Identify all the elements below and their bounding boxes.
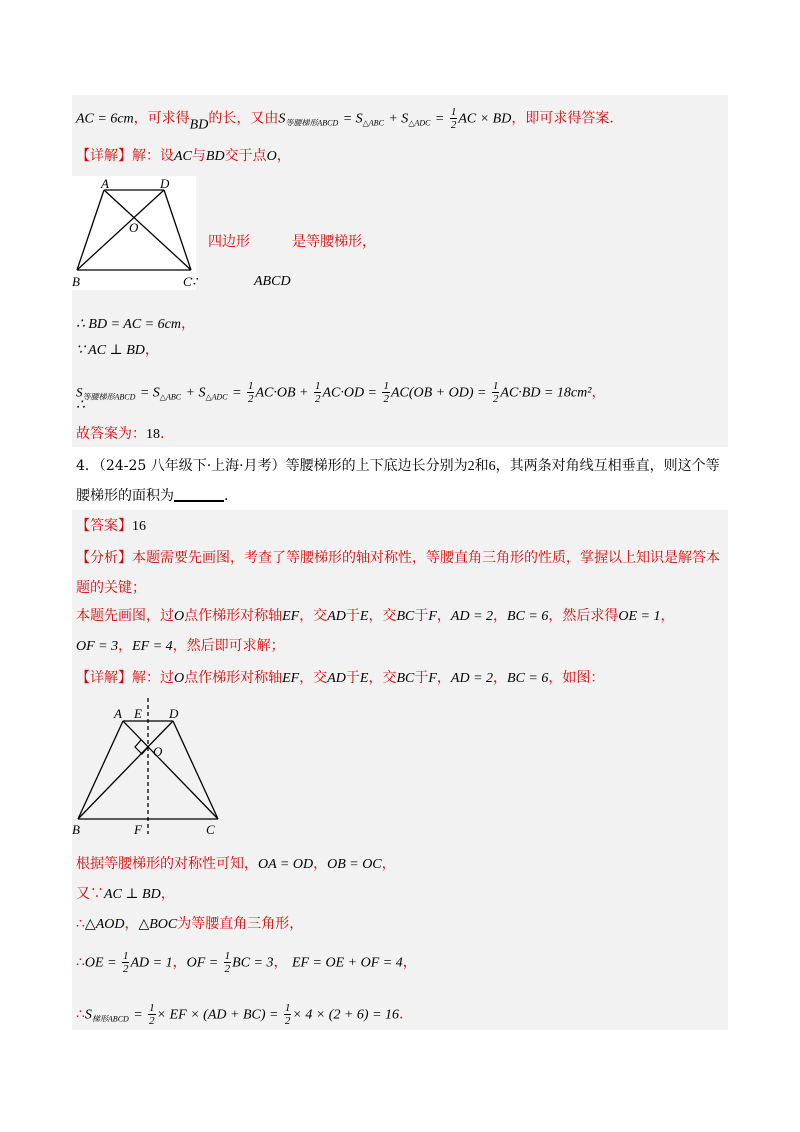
text: 于	[345, 608, 360, 624]
text: 四边形	[208, 234, 250, 250]
label-o: O	[153, 744, 163, 759]
label-f: F	[134, 822, 142, 837]
formula: AD = 2	[450, 609, 494, 624]
label-e: E	[134, 706, 142, 721]
perp-line	[76, 340, 159, 361]
text: 与	[191, 148, 206, 164]
fraction-half	[382, 380, 390, 405]
text: ，然后求得	[548, 608, 619, 624]
denominator: 2	[224, 963, 231, 975]
formula: OB = OC	[327, 857, 382, 872]
text: 题的关键；	[76, 580, 146, 596]
subscript: 梯形ABCD	[91, 1014, 129, 1024]
text: ，然后即可求解；	[172, 638, 285, 654]
text: 根据等腰梯形的对称性可知，	[76, 856, 258, 872]
text: ，	[160, 886, 175, 902]
analysis-line-3	[76, 106, 614, 136]
formula-part: = S	[342, 111, 363, 127]
step-3	[76, 914, 303, 935]
formula-part: AC·BD = 18cm²	[500, 385, 592, 401]
formula: △AOD	[84, 917, 125, 932]
step-2	[76, 884, 175, 905]
formula-part: AC(OB + OD) =	[390, 385, 487, 401]
text: 点作梯形对称轴	[184, 608, 283, 624]
text: 的长，又由	[208, 110, 279, 127]
text: ，其两条对角线互相垂直，则这个等	[495, 458, 720, 474]
formula: ∵ AC ⊥ BD	[76, 343, 145, 358]
formula: △BOC	[138, 917, 178, 932]
answer-blank	[174, 486, 224, 502]
subscript: 等腰梯形ABCD	[285, 118, 339, 128]
trapezoid-figure-2	[72, 696, 232, 838]
ef-symbol: EF	[282, 671, 300, 686]
numerator: 1	[314, 380, 321, 392]
label-b: B	[72, 274, 80, 289]
numerator: 1	[383, 380, 389, 392]
denominator: 2	[284, 1015, 291, 1027]
analysis-line-2	[76, 578, 146, 598]
o-symbol: O	[266, 149, 277, 164]
formula-part: OE =	[84, 955, 117, 971]
formula: OF = 3	[76, 639, 119, 654]
fraction-half	[224, 950, 232, 975]
o-symbol: O	[174, 671, 185, 686]
s-symbol: S	[84, 1007, 92, 1023]
text: ，	[118, 638, 133, 654]
answer-value: 16	[132, 519, 146, 534]
detail-tag: 【详解】	[76, 670, 132, 686]
answer-value: 18	[146, 427, 160, 442]
formula: AD = 2	[450, 671, 494, 686]
therefore-symbol: ∴	[76, 916, 85, 932]
numerator: 1	[284, 1002, 291, 1014]
detail-line-3	[76, 146, 291, 167]
therefore-symbol: ∴	[76, 1006, 85, 1023]
text: ，可求得	[133, 110, 190, 127]
subscript: △ADC	[205, 392, 228, 402]
text: 和	[474, 458, 489, 474]
step-4	[76, 950, 417, 975]
text: ，	[180, 316, 195, 332]
formula-part: AD = 1	[130, 955, 173, 971]
formula: OE = 1	[618, 609, 661, 624]
ad-symbol: AD	[327, 671, 346, 686]
ad-symbol: AD	[327, 609, 346, 624]
ef-symbol: EF	[282, 609, 300, 624]
text: ，	[172, 954, 187, 971]
denominator: 2	[492, 393, 499, 405]
formula: AC ⊥ BD	[104, 887, 161, 902]
formula-part: OF =	[186, 955, 219, 971]
detail-line-4	[76, 668, 604, 689]
analysis-line-3b	[76, 606, 674, 627]
fraction-half	[122, 950, 130, 975]
text: ，	[273, 954, 288, 971]
answer-tag: 【答案】	[76, 518, 132, 534]
text: ，	[493, 670, 508, 686]
therefore-mark	[76, 396, 85, 416]
formula: EF = 4	[132, 639, 173, 654]
fraction-half	[492, 380, 500, 405]
formula-part: =	[434, 111, 445, 127]
analysis-line-1	[76, 548, 720, 568]
therefore-symbol: ∴	[76, 398, 85, 413]
text: 本题需要先画图，考查了等腰梯形的轴对称性，等腰直角三角形的性质，掌握以上知识是解答本	[132, 550, 720, 566]
bd-symbol: BD	[205, 149, 225, 164]
bd-eq-ac-line	[76, 314, 195, 335]
formula-part: AC·OD =	[322, 385, 377, 401]
text: ，	[124, 916, 139, 932]
denominator: 2	[383, 393, 389, 405]
text: ，	[493, 608, 508, 624]
area-formula-line: $S_{等腰梯形ABCD} = S_{\triangle ABC} + S_{\triangle ADC}$ = $\frac{1}{2}$ AC·OB + $\frac{1}{2}$ AC·OD = $\frac{1}{2}$ AC(OB + OD) = $\frac{1}{2}$ AC·BD = 18cm²，	[76, 380, 606, 405]
s-symbol: S	[278, 111, 286, 127]
text: ，如图：	[548, 670, 605, 686]
e-symbol: E	[359, 609, 369, 624]
label-c: C	[183, 274, 192, 289]
subscript: 等腰梯形ABCD	[82, 392, 136, 402]
label-a: A	[114, 706, 122, 721]
formula-part: + S	[388, 111, 409, 127]
numerator: 1	[247, 380, 254, 392]
fraction-half	[450, 106, 458, 131]
formula: BC = 6	[507, 609, 549, 624]
analysis-line-4	[76, 636, 285, 657]
text: ，	[436, 608, 451, 624]
f-symbol: F	[428, 609, 437, 624]
answer-line-4	[76, 516, 146, 537]
text: ，	[381, 856, 396, 872]
formula-part: =	[133, 1007, 143, 1023]
formula-part: × EF × (AD + BC) =	[156, 1007, 279, 1023]
text: 本题先画图，过	[76, 608, 174, 624]
step-5	[76, 1002, 403, 1030]
therefore-symbol: ∴	[76, 954, 85, 971]
f-symbol: F	[428, 671, 437, 686]
text: 于	[414, 670, 429, 686]
text: .	[224, 488, 229, 504]
text: 交于点	[224, 148, 267, 164]
answer-line-3	[76, 424, 164, 445]
formula-part: =	[232, 385, 242, 401]
text: 点作梯形对称轴	[184, 670, 283, 686]
quad-text	[208, 232, 376, 252]
label-d: D	[160, 176, 170, 191]
subscript: △ABC	[159, 392, 182, 402]
text: .	[399, 1006, 404, 1023]
text: ，	[276, 148, 291, 164]
abcd-symbol: ABCD	[254, 274, 291, 289]
text: .	[160, 426, 165, 442]
text: ，	[660, 608, 675, 624]
bc-symbol: BC	[396, 609, 415, 624]
text: ，交	[299, 608, 328, 624]
subscript: △ADC	[408, 118, 431, 128]
text: 腰梯形的面积为	[76, 488, 174, 504]
text: 为等腰直角三角形，	[177, 916, 304, 932]
text: ，	[402, 954, 417, 971]
formula-part: AC × BD	[458, 111, 512, 127]
label-o: O	[129, 220, 139, 235]
denominator: 2	[149, 1015, 155, 1027]
denominator: 2	[122, 963, 129, 975]
text: ，	[436, 670, 451, 686]
text: 是等腰梯形，	[292, 234, 376, 250]
question-number: 4．	[76, 458, 99, 474]
question-4-line-1	[76, 456, 720, 477]
abcd-label	[254, 272, 291, 292]
numerator: 1	[224, 950, 231, 962]
detail-tag: 【详解】	[76, 148, 132, 164]
formula-part: = S	[139, 385, 160, 401]
numerator: 1	[450, 106, 457, 118]
trapezoid-figure-1	[72, 176, 196, 290]
fraction-half	[284, 1002, 292, 1027]
formula-part: BC = 3	[232, 955, 274, 971]
text: 解：过	[132, 670, 174, 686]
analysis-tag: 【分析】	[76, 550, 132, 566]
text: （24-25 八年级下·上海·月考）等腰梯形的上下底边长分别为	[98, 458, 468, 474]
text: 解：设	[132, 148, 174, 164]
denominator: 2	[247, 393, 254, 405]
text: ，	[591, 384, 606, 401]
fraction-half	[148, 1002, 156, 1027]
formula-part: + S	[185, 385, 206, 401]
ac-symbol: AC	[174, 149, 192, 164]
formula-part: AC·OB +	[255, 385, 309, 401]
numerator: 1	[149, 1002, 155, 1014]
numerator: 1	[492, 380, 499, 392]
formula: BC = 6	[507, 671, 549, 686]
text: ，	[313, 856, 328, 872]
e-symbol: E	[359, 671, 369, 686]
text: ，交	[368, 670, 397, 686]
bd-symbol: BD	[189, 117, 209, 133]
label-a: A	[101, 176, 109, 191]
text: ，交	[299, 670, 328, 686]
text: 又∵	[76, 886, 104, 902]
label-d: D	[169, 706, 179, 721]
ac-value: AC = 6cm	[76, 111, 134, 127]
text: 于	[345, 670, 360, 686]
because-symbol: ∵	[190, 274, 199, 290]
formula: ∴ BD = AC = 6cm	[76, 317, 181, 332]
formula: OA = OD	[258, 857, 314, 872]
text: 于	[414, 608, 429, 624]
because-mark	[190, 272, 199, 292]
fraction-half	[314, 380, 322, 405]
denominator: 2	[314, 393, 321, 405]
denominator: 2	[450, 119, 457, 131]
label-b: B	[72, 822, 80, 837]
formula-part: EF = OE + OF = 4	[291, 955, 403, 971]
formula-part: × 4 × (2 + 6) = 16	[292, 1007, 400, 1023]
question-4-line-2	[76, 486, 228, 506]
bc-symbol: BC	[396, 671, 415, 686]
subscript: △ABC	[362, 118, 384, 128]
fraction-half	[247, 380, 255, 405]
step-1	[76, 854, 396, 875]
numerator: 1	[122, 950, 129, 962]
label-c: C	[206, 822, 215, 837]
value: 2	[467, 459, 475, 474]
o-symbol: O	[174, 609, 185, 624]
text: ，	[144, 342, 159, 358]
text: ，交	[368, 608, 397, 624]
text: 故答案为：	[76, 426, 146, 442]
text: ，即可求得答案.	[511, 110, 614, 127]
value: 6	[488, 459, 496, 474]
